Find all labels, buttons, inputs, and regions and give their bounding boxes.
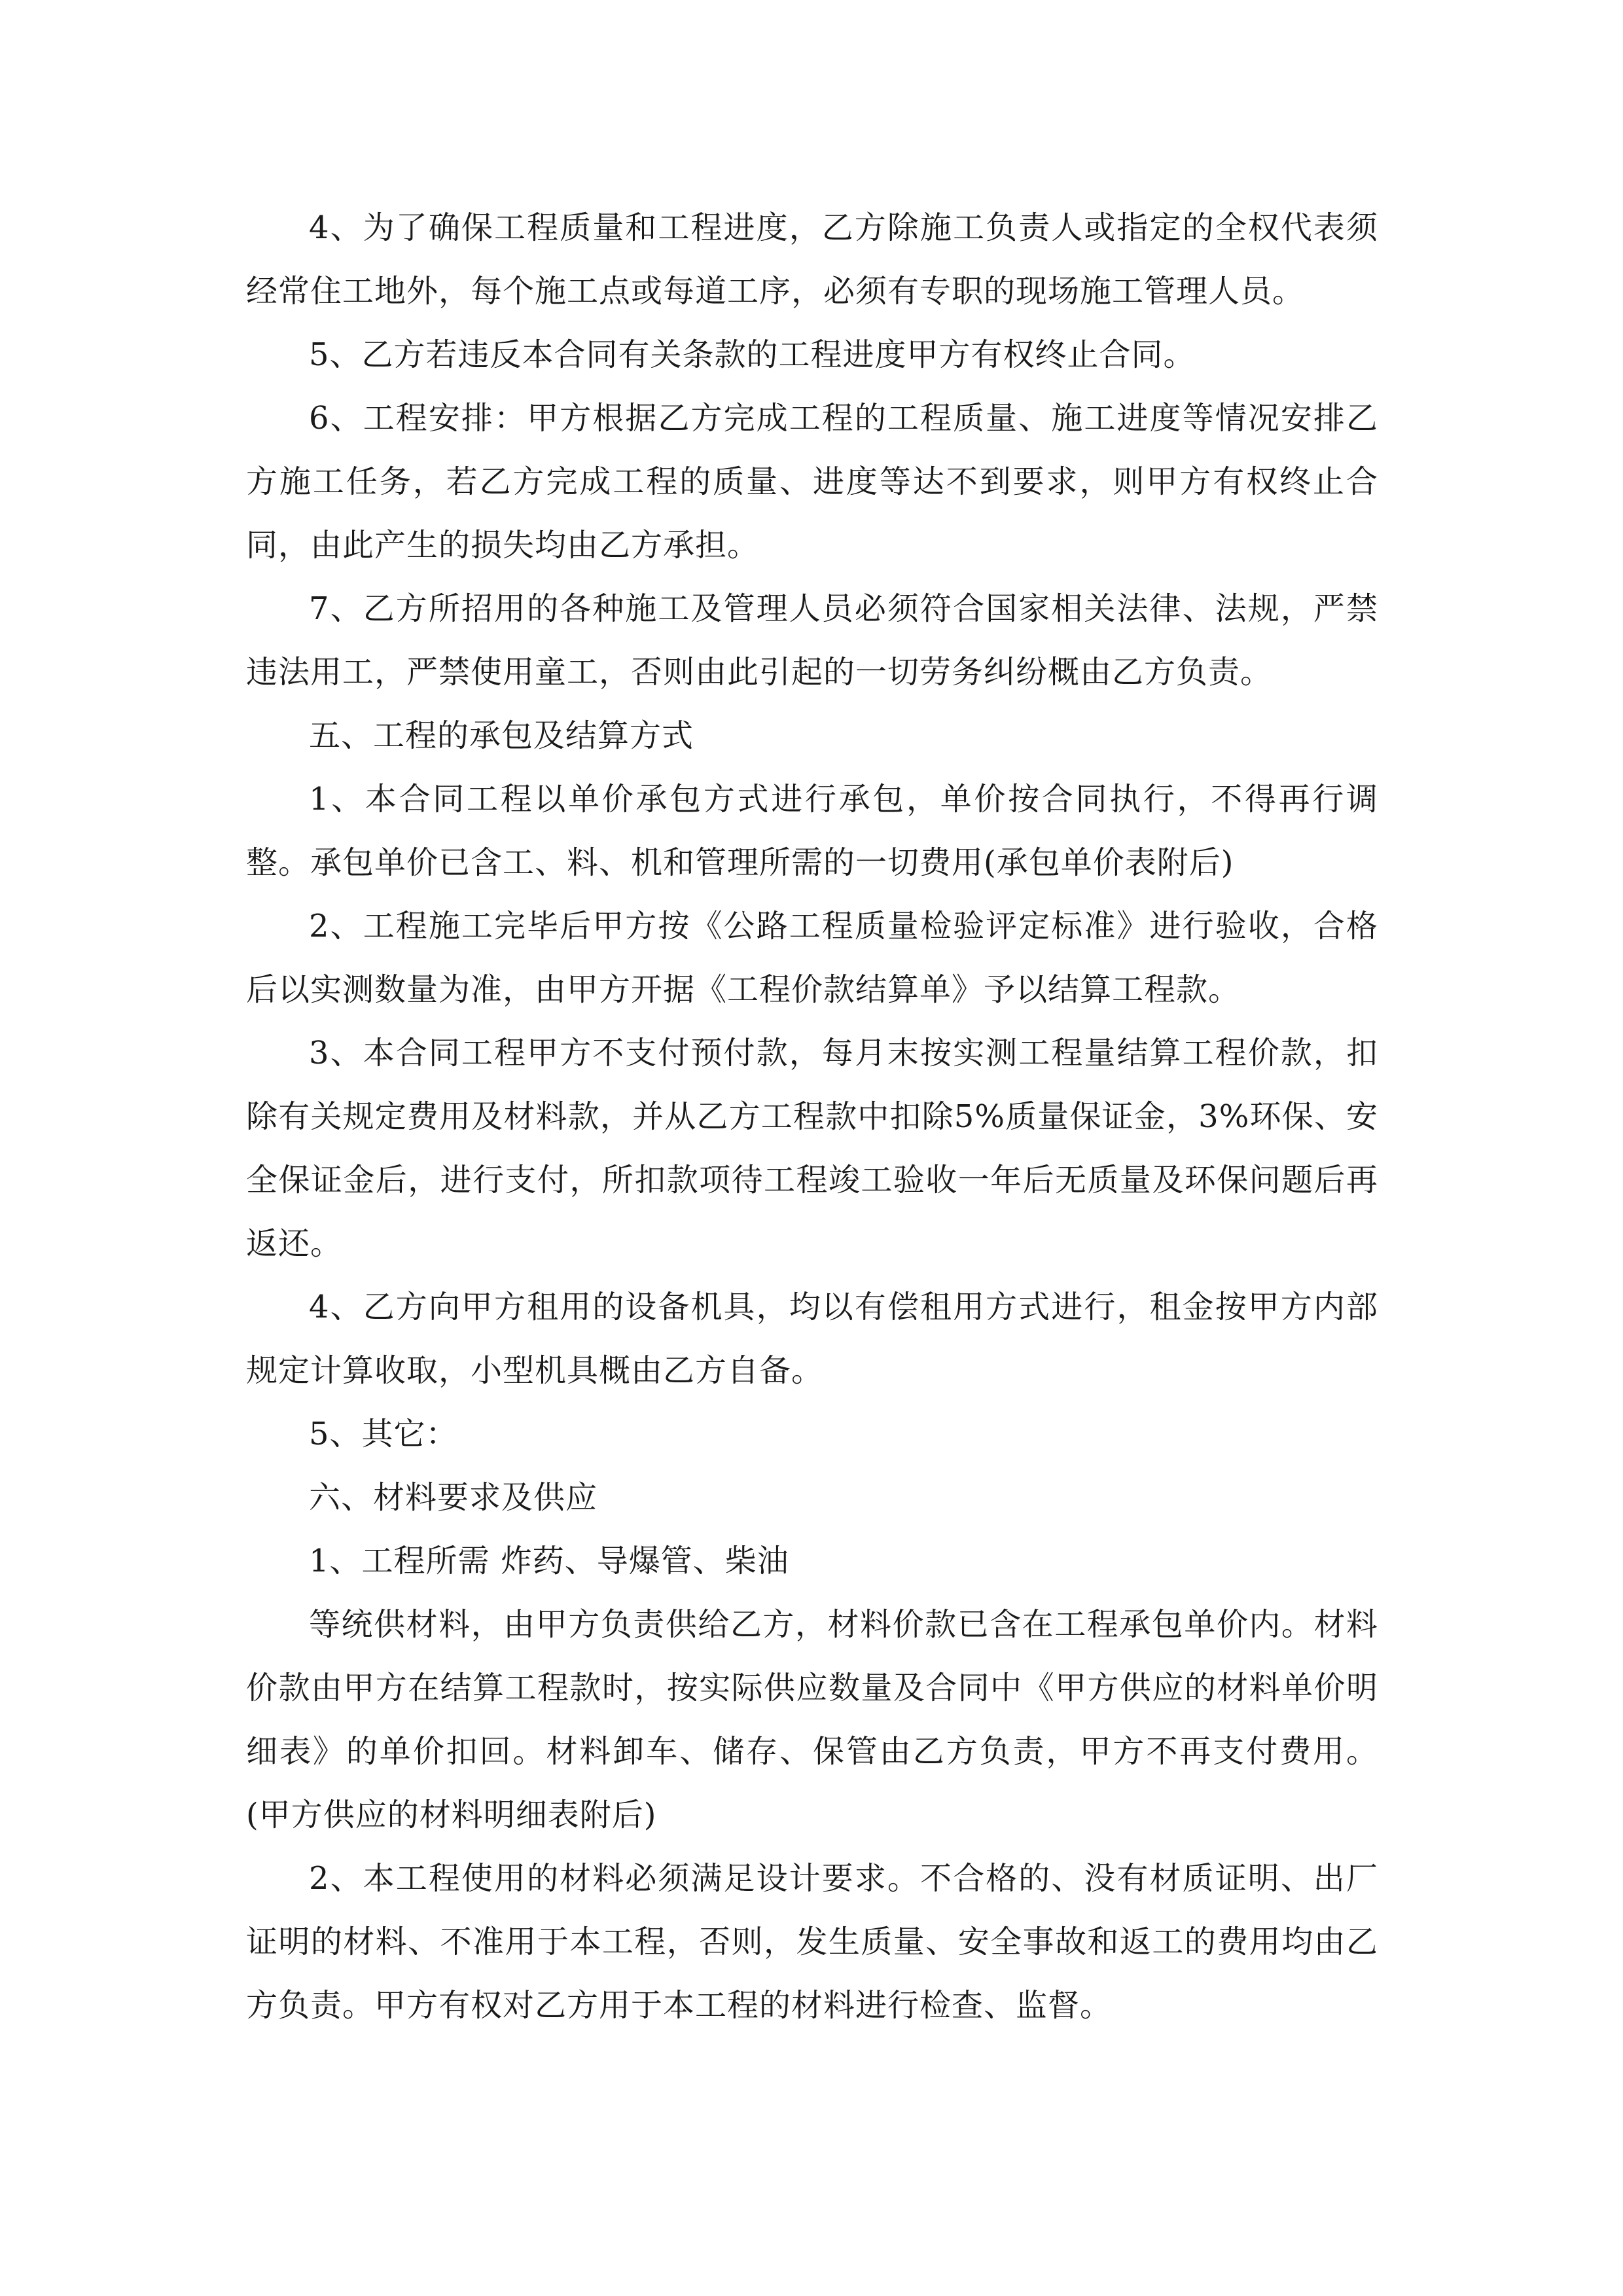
section-heading-5: 五、工程的承包及结算方式: [309, 717, 694, 754]
paragraph-6-1-materials: 1、工程所需 炸药、导爆管、柴油: [309, 1543, 789, 1579]
paragraph-5-1-unit-price: 1、本合同工程以单价承包方式进行承包，单价按合同执行，不得再行调整。承包单价已含工、料、机和管理所需的一切费用(承包单价表附后): [246, 781, 1378, 881]
paragraph-6-1-supply: 等统供材料，由甲方负责供给乙方，材料价款已含在工程承包单价内。材料价款由甲方在结算工程款时，按实际供应数量及合同中《甲方供应的材料单价明细表》的单价扣回。材料卸车、储存、保管由乙方负责，甲方不再支付费用。(甲方供应的材料明细表附后): [246, 1606, 1378, 1833]
document-body: [246, 196, 1378, 2037]
paragraph-5-2-acceptance: 2、工程施工完毕后甲方按《公路工程质量检验评定标准》进行验收，合格后以实测数量为准，由甲方开据《工程价款结算单》予以结算工程款。: [246, 908, 1378, 1008]
paragraph-5-terminate: 5、乙方若违反本合同有关条款的工程进度甲方有权终止合同。: [309, 336, 1196, 373]
section-heading-6: 六、材料要求及供应: [309, 1479, 598, 1516]
paragraph-5-3-payment: 3、本合同工程甲方不支付预付款，每月末按实测工程量结算工程价款，扣除有关规定费用及材料款，并从乙方工程款中扣除5%质量保证金，3%环保、安全保证金后，进行支付，所扣款项待工程竣工验收一年后无质量及环保问题后再返还。: [246, 1035, 1378, 1262]
paragraph-4-site-staff: 4、为了确保工程质量和工程进度，乙方除施工负责人或指定的全权代表须经常住工地外，每个施工点或每道工序，必须有专职的现场施工管理人员。: [246, 209, 1378, 310]
paragraph-5-5-other: 5、其它：: [309, 1416, 458, 1452]
paragraph-6-arrangement: 6、工程安排：甲方根据乙方完成工程的工程质量、施工进度等情况安排乙方施工任务，若乙方完成工程的质量、进度等达不到要求，则甲方有权终止合同，由此产生的损失均由乙方承担。: [246, 400, 1378, 564]
paragraph-7-labor: 7、乙方所招用的各种施工及管理人员必须符合国家相关法律、法规，严禁违法用工，严禁使用童工，否则由此引起的一切劳务纠纷概由乙方负责。: [246, 590, 1378, 691]
paragraph-5-4-equipment: 4、乙方向甲方租用的设备机具，均以有偿租用方式进行，租金按甲方内部规定计算收取，小型机具概由乙方自备。: [246, 1289, 1378, 1389]
paragraph-6-2-quality: 2、本工程使用的材料必须满足设计要求。不合格的、没有材质证明、出厂证明的材料、不准用于本工程，否则，发生质量、安全事故和返工的费用均由乙方负责。甲方有权对乙方用于本工程的材料进行检查、监督。: [246, 1860, 1378, 2024]
